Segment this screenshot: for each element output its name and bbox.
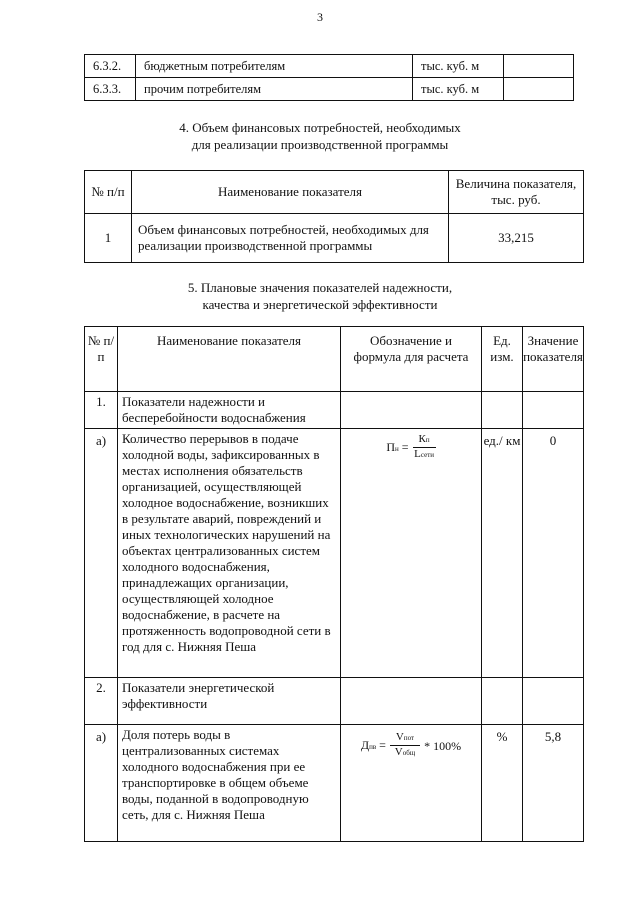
row-unit: ед./ км	[482, 429, 523, 678]
row-value	[504, 55, 574, 78]
row-unit: тыс. куб. м	[413, 55, 504, 78]
header-num: № п/п	[85, 171, 132, 214]
row-name: Доля потерь воды в централизованных системах холодного водоснабжения при ее транспортировке в общем объеме воды, поданной в водопроводную сеть, для с. Нижняя Пеша	[118, 725, 341, 842]
row-value: 33,215	[449, 214, 584, 263]
row-num: 2.	[85, 678, 118, 725]
row-num: 6.3.3.	[85, 78, 136, 101]
formula-multiplier: * 100%	[424, 738, 462, 753]
table-row	[85, 678, 584, 725]
row-unit	[482, 678, 523, 725]
formula-fraction: $\frac{Кп}{\text{Lсети}}$	[414, 433, 435, 460]
row-name: прочим потребителям	[136, 78, 413, 101]
row-value	[523, 392, 584, 429]
formula-lhs: Дпв =	[360, 737, 386, 752]
formula-water-loss	[341, 731, 481, 760]
section4-title-line2: для реализации производственной программы	[191, 137, 449, 152]
row-name: Количество перерывов в подаче холодной воды, зафиксированных в местах исполнения обязательств организацией, осуществляющей холодное водоснабжение, возникших в результате аварий, повреждений и иных технологических нарушений на объектах централизованных систем холодного водоснабжения, принадлежащих организации, осуществляющей холодное водоснабжение, в расчете на протяженность водопроводной сети в год для с. Нижняя Пеша	[118, 429, 341, 678]
row-name: бюджетным потребителям	[136, 55, 413, 78]
row-name: Объем финансовых потребностей, необходимых для реализации производственной программы	[132, 214, 449, 263]
row-num: 6.3.2.	[85, 55, 136, 78]
row-name: Показатели надежности и бесперебойности водоснабжения	[118, 392, 341, 429]
row-formula	[341, 725, 482, 842]
formula-lhs: Пн =	[386, 439, 409, 454]
header-name: Наименование показателя	[132, 171, 449, 214]
formula-fraction: $\frac{\text{Vпот}}{\text{Vобщ}}$	[390, 731, 420, 760]
row-unit	[482, 392, 523, 429]
header-num: № п/п	[85, 327, 118, 392]
formula-interruptions	[341, 433, 481, 462]
section4-title-line1: 4. Объем финансовых потребностей, необходимых	[179, 120, 461, 135]
table-row	[85, 392, 584, 429]
header-name: Наименование показателя	[118, 327, 341, 392]
table-section5	[84, 326, 584, 842]
header-unit: Ед. изм.	[482, 327, 523, 392]
row-unit: тыс. куб. м	[413, 78, 504, 101]
table-row	[85, 214, 584, 263]
header-value: Значение показателя	[523, 327, 584, 392]
header-formula: Обозначение и формула для расчета	[341, 327, 482, 392]
table-header-row	[85, 327, 584, 392]
table-top	[84, 54, 574, 101]
table-row	[85, 725, 584, 842]
row-num: а)	[85, 725, 118, 842]
table-section4	[84, 170, 584, 263]
section5-title-line1: 5. Плановые значения показателей надежности,	[187, 280, 453, 295]
header-value: Величина показателя, тыс. руб.	[449, 171, 584, 214]
page-number: 3	[317, 10, 323, 24]
row-value	[504, 78, 574, 101]
row-formula	[341, 678, 482, 725]
row-value	[523, 678, 584, 725]
row-name: Показатели энергетической эффективности	[118, 678, 341, 725]
row-formula	[341, 429, 482, 678]
table-header-row	[85, 171, 584, 214]
table-row	[85, 78, 574, 101]
row-num: а)	[85, 429, 118, 678]
row-value: 0	[523, 429, 584, 678]
row-num: 1.	[85, 392, 118, 429]
row-value: 5,8	[523, 725, 584, 842]
row-unit: %	[482, 725, 523, 842]
table-row	[85, 55, 574, 78]
row-num: 1	[85, 214, 132, 263]
table-row	[85, 429, 584, 678]
section5-title-line2: качества и энергетической эффективности	[202, 297, 438, 312]
row-formula	[341, 392, 482, 429]
